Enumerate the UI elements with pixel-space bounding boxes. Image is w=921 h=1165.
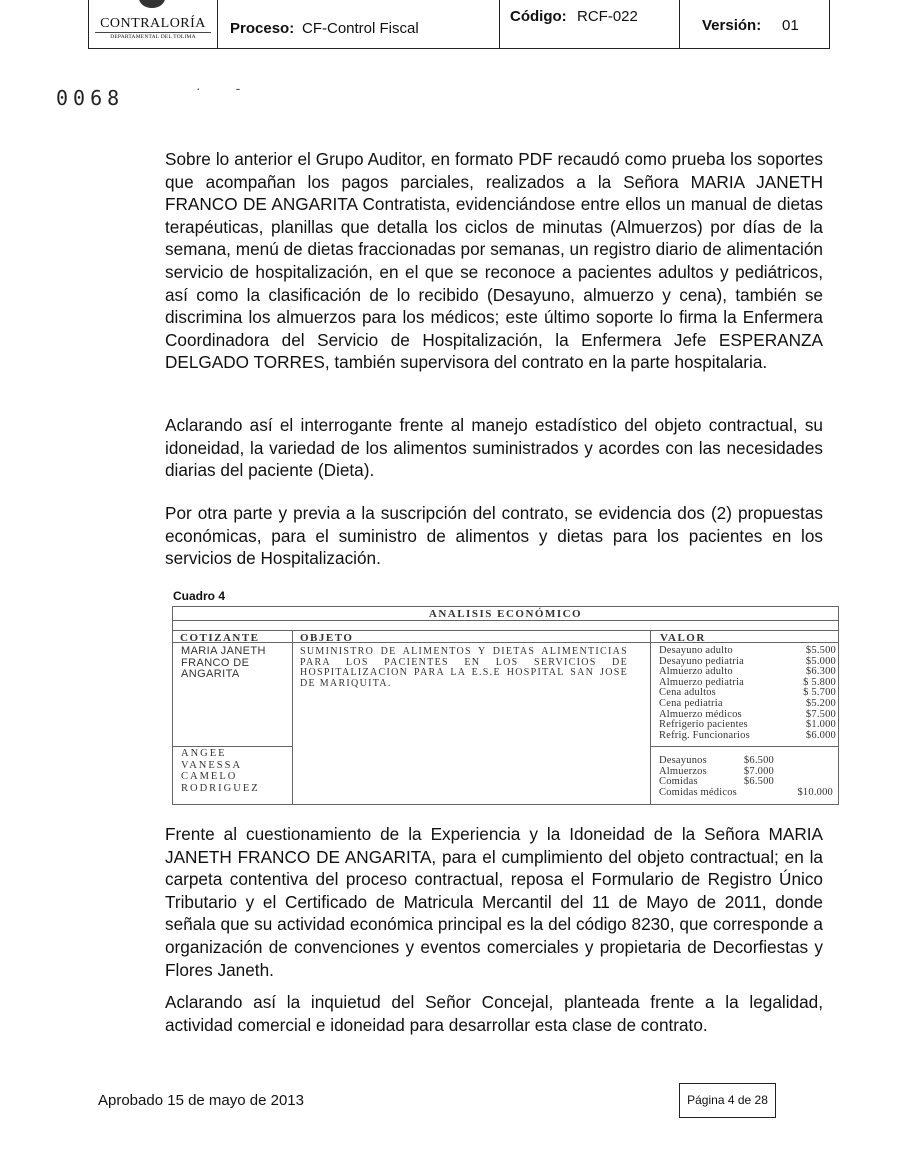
valor-item: Comidas médicos $10.000 [659,786,833,798]
version-value: 01 [782,17,799,34]
stamp-mark-icon: · - [196,80,241,96]
valor-item: Cena adultos $ 5.700 [659,687,836,699]
approval-date: Aprobado 15 de mayo de 2013 [98,1092,304,1109]
valor-item: Almuerzo pediatria $ 5.800 [659,676,836,688]
header-proceso [217,0,500,48]
document-header [88,0,830,49]
paragraph-2: Aclarando así el interrogante frente al manejo estadístico del objeto contractual, su idoneidad, la variedad de los alimentos suministrados y acordes con las necesidades diarias del paciente (Dieta). [165,415,823,481]
paragraph-1: Sobre lo anterior el Grupo Auditor, en formato PDF recaudó como prueba los soportes que acompañan los pagos parciales, realizados a la Señora MARIA JANETH FRANCO DE ANGARITA Contratista, evidenciándose entre ellos un manual de dietas terapéuticas, planillas que detalla los ciclos de minutas (Almuerzos) por días de la semana, menú de dietas fraccionadas por semanas, un registro diario de alimentación servicio de hospitalización, en el que se reconoce a pacientes adultos y pediátricos, así como la clasificación de lo recibido (Desayuno, almuerzo y cena), también se discrimina los almuerzos para los médicos; este último soporte lo firma la Enfermera Coordinadora del Servicio de Hospitalización, la Enfermera Jefe ESPERANZA DELGADO TORRES, también supervisora del contrato en la parte hospitalaria. [165,149,823,373]
valor-item: Almuerzos $7.000 [659,765,774,777]
header-cotizante: COTIZANTE [180,632,260,644]
economic-analysis-table [172,606,839,804]
version-label: Versión: [702,17,762,34]
paragraph-3: Por otra parte y previa a la suscripción del contrato, se evidencia dos (2) propuestas económicas, para el suministro de alimentos y dietas para los pacientes en los servicios de Hospitalización. [165,503,823,569]
header-valor: VALOR [660,632,706,644]
table-title: ANALISIS ECONÓMICO [428,608,583,620]
valor-item: Refrig. Funcionarios $6.000 [659,729,836,741]
codigo-value: RCF-022 [577,8,638,25]
valor-item: Desayuno pediatria $5.000 [659,655,836,667]
valor-item: Refrigerio pacientes $1.000 [659,719,836,731]
valor-item: Cena pediatria $5.200 [659,698,836,709]
valor-item: Almuerzo médicos $7.500 [659,708,836,720]
logo-subtitle: DEPARTAMENTAL DEL TOLIMA [95,32,211,40]
valor-item: Desayunos $6.500 [659,755,774,766]
cotizante-1: MARIA JANETH FRANCO DE ANGARITA [181,645,266,680]
paragraph-5: Aclarando así la inquietud del Señor Concejal, planteada frente a la legalidad, actividad comercial e idoneidad para desarrollar esta clase de contrato. [165,992,823,1035]
paragraph-4: Frente al cuestionamiento de la Experiencia y la Idoneidad de la Señora MARIA JANETH FRANCO DE ANGARITA, para el cumplimiento del objeto contractual; en la carpeta contentiva del proceso contractual, reposa el Formulario de Registro Único Tributario y el Certificado de Matricula Mercantil del 11 de Mayo de 2011, donde señala que su actividad económica principal es la del código 8230, que corresponde a organización de convenciones y eventos comerciales y propietaria de Decorfiestas y Flores Janeth. [165,824,823,980]
folio-stamp: 0068 [56,86,125,110]
header-objeto: OBJETO [300,632,354,644]
valor-item: Desayuno adulto $5.500 [659,645,836,656]
seal-icon [139,0,165,8]
proceso-value: CF-Control Fiscal [302,20,419,37]
contraloria-logo [89,0,217,48]
header-codigo [499,0,680,48]
valor-item: Almuerzo adulto $6.300 [659,666,836,678]
valor-item: Comidas $6.500 [659,776,774,788]
page-number: Página 4 de 28 [679,1083,776,1118]
logo-name: CONTRALORÍA [100,16,206,31]
objeto-1: SUMINISTRO DE ALIMENTOS Y DIETAS ALIMENTICIAS PARA LOS PACIENTES EN LOS SERVICIOS DE HOSPITALIZACION PARA LA E.S.E HOSPITAL SAN JOSE DE MARIQUITA. [300,646,628,689]
proceso-label: Proceso: [230,20,295,37]
cotizante-2: ANGEE VANESSA CAMELO RODRIGUEZ [181,748,260,794]
header-version [679,0,830,48]
codigo-label: Código: [510,8,567,25]
table-caption: Cuadro 4 [173,589,226,603]
